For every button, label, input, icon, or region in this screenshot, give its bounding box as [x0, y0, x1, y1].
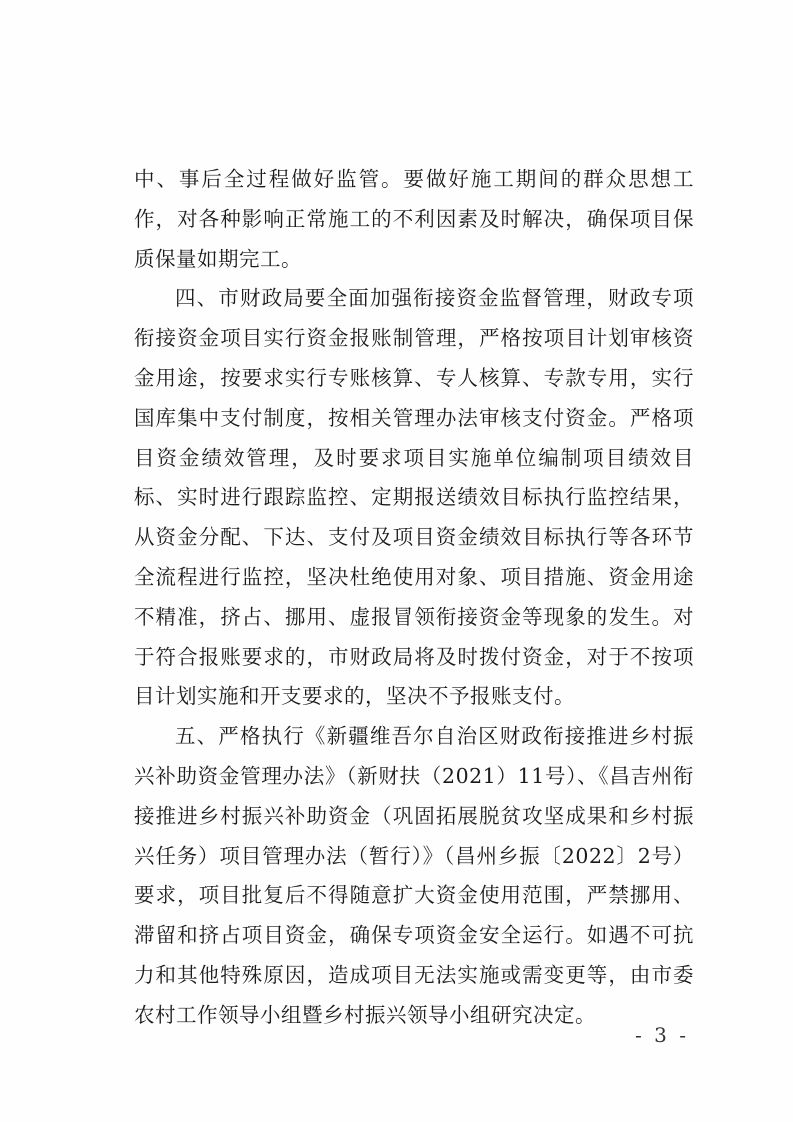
paragraph-item-four: 四、市财政局要全面加强衔接资金监督管理，财政专项衔接资金项目实行资金报账制管理，严格按项目计划审核资金用途，按要求实行专账核算、专人核算、专款专用，实行国库集中支付制度，按相关管理办法审核支付资金。严格项目资金绩效管理，及时要求项目实施单位编制项目绩效目标、实时进行跟踪监控、定期报送绩效目标执行监控结果，从资金分配、下达、支付及项目资金绩效目标执行等各环节全流程进行监控，坚决杜绝使用对象、项目措施、资金用途不精准，挤占、挪用、虚报冒领衔接资金等现象的发生。对于符合报账要求的，市财政局将及时拨付资金，对于不按项目计划实施和开支要求的，坚决不予报账支付。 — [134, 286, 694, 709]
paragraph-item-five: 五、严格执行《新疆维吾尔自治区财政衔接推进乡村振兴补助资金管理办法》（新财扶（2021）11号）、《昌吉州衔接推进乡村振兴补助资金（巩固拓展脱贫攻坚成果和乡村振兴任务）项目管理办法（暂行）》（昌州乡振〔2022〕2号）要求，项目批复后不得随意扩大资金使用范围，严禁挪用、滞留和挤占项目资金，确保专项资金安全运行。如遇不可抗力和其他特殊原因，造成项目无法实施或需变更等，由市委农村工作领导小组暨乡村振兴领导小组研究决定。 — [134, 724, 694, 1027]
paragraph-continuation: 中、事后全过程做好监管。要做好施工期间的群众思想工作，对各种影响正常施工的不利因素及时解决，确保项目保质保量如期完工。 — [134, 167, 694, 271]
page-number: - 3 - — [635, 1023, 689, 1047]
document-body — [134, 160, 694, 1036]
